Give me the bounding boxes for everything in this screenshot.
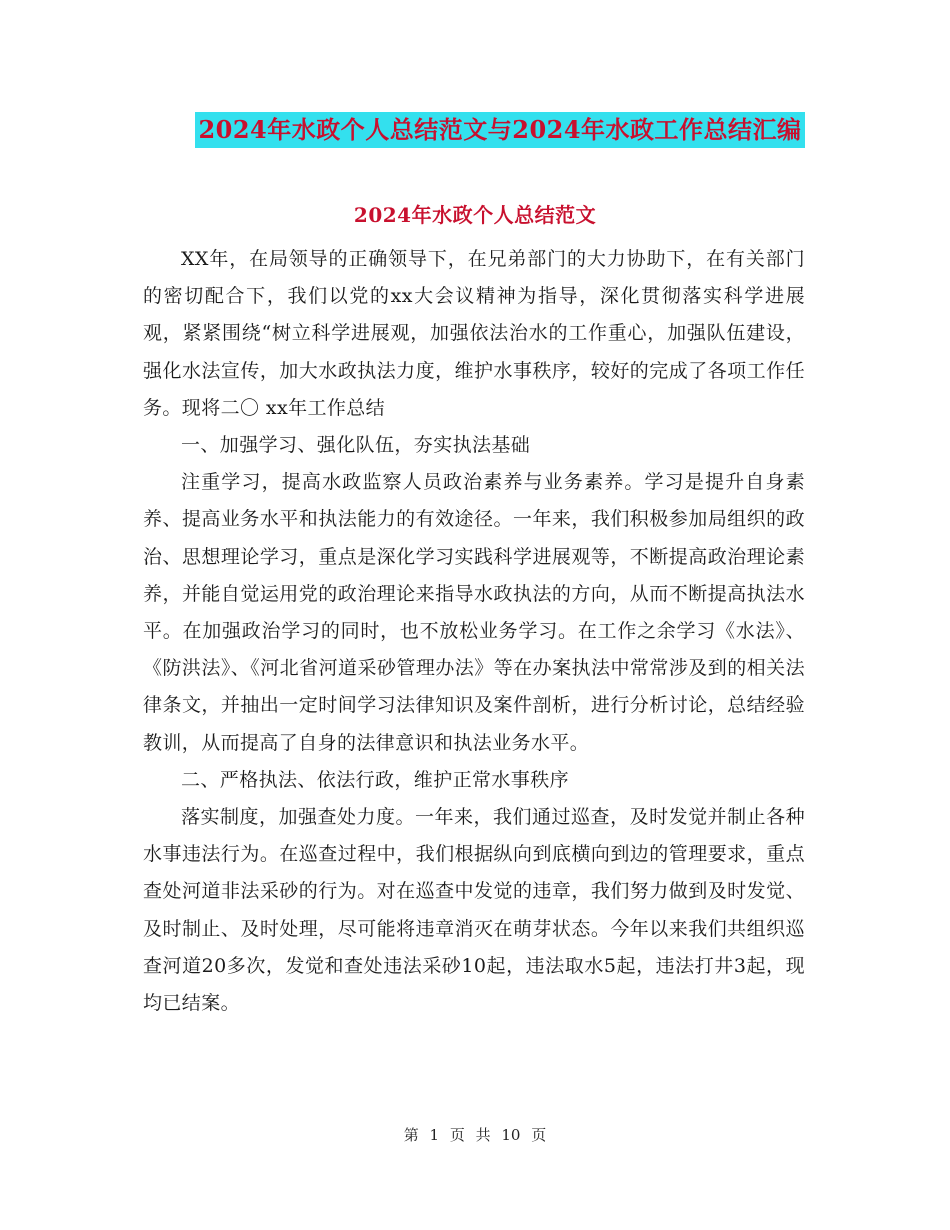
heading-section-2: 二、严格执法、依法行政，维护正常水事秩序 [181,768,570,791]
paragraph-study: 注重学习，提高水政监察人员政治素养与业务素养。学习是提升自身素养、提高业务水平和执法能力的有效途径。一年来，我们积极参加局组织的政治、思想理论学习，重点是深化学习实践科学进展观等，不断提高政治理论素养，并能自觉运用党的政治理论来指导水政执法的方向，从而不断提高执法水平。在加强政治学习的同时，也不放松业务学习。在工作之余学习《水法》、《防洪法》、《河北省河道采砂管理办法》等在办案执法中常常涉及到的相关法律条文，并抽出一定时间学习法律知识及案件剖析，进行分析讨论，总结经验教训，从而提高了自身的法律意识和执法业务水平。 [143,471,805,754]
page-footer: 第 1 页 共 10 页 [403,1126,547,1144]
document-body [143,241,805,1022]
section-title: 2024年水政个人总结范文 [353,203,597,227]
page-title-container [0,112,950,148]
heading-section-1: 一、加强学习、强化队伍，夯实执法基础 [181,434,531,457]
page-title: 2024年水政个人总结范文与2024年水政工作总结汇编 [195,112,804,148]
paragraph-intro: XX年，在局领导的正确领导下，在兄弟部门的大力协助下，在有关部门的密切配合下，我们以党的xx大会议精神为指导，深化贯彻落实科学进展观，紧紧围绕“树立科学进展观，加强依法治水的工作重心，加强队伍建设，强化水法宣传，加大水政执法力度，维护水事秩序，较好的完成了各项工作任务。现将二〇 xx年工作总结 [143,248,805,419]
paragraph-enforcement: 落实制度，加强查处力度。一年来，我们通过巡查，及时发觉并制止各种水事违法行为。在巡查过程中，我们根据纵向到底横向到边的管理要求，重点查处河道非法采砂的行为。对在巡查中发觉的违章，我们努力做到及时发觉、及时制止、及时处理，尽可能将违章消灭在萌芽状态。今年以来我们共组织巡查河道20多次，发觉和查处违法采砂10起，违法取水5起，违法打井3起，现均已结案。 [143,806,805,1015]
